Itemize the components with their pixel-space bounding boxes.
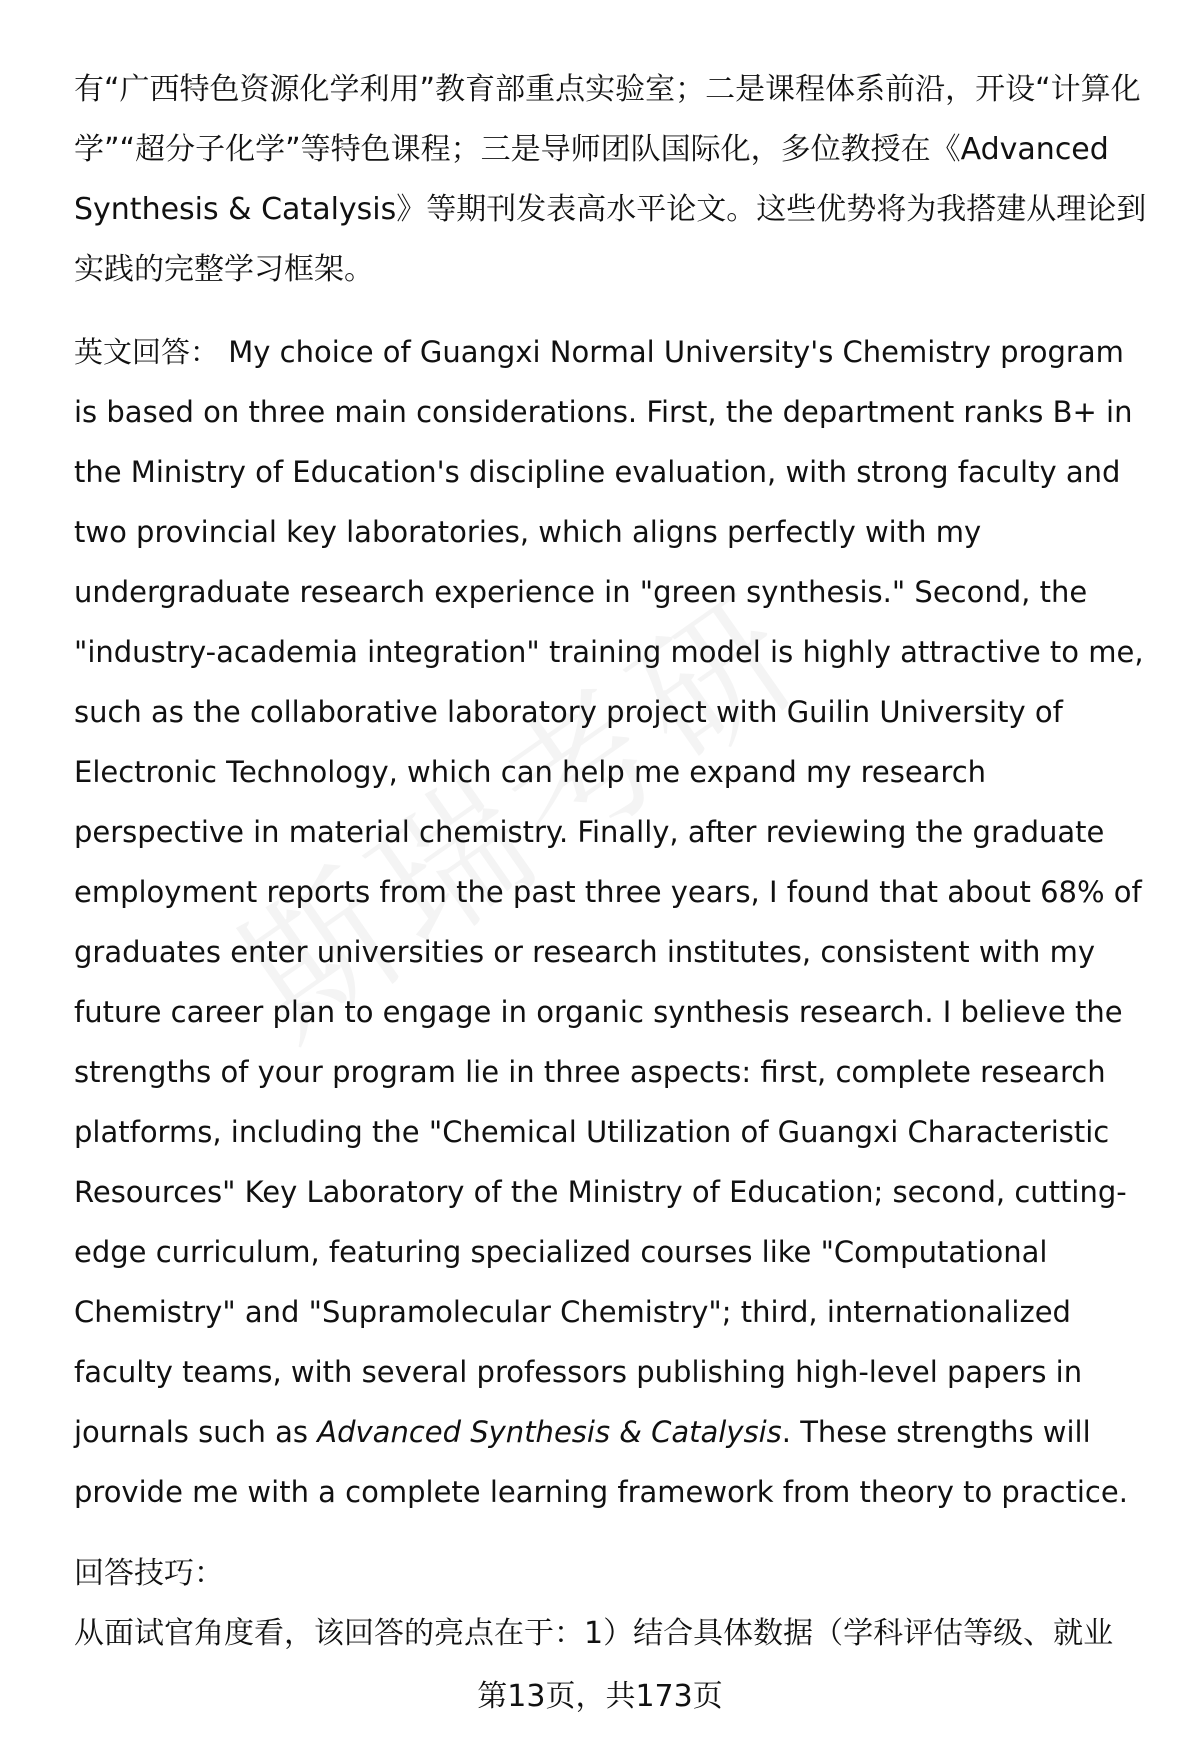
page-footer: 第13页，共173页: [477, 1679, 723, 1714]
document-page: [74, 60, 1154, 1664]
tips-heading: 回答技巧：: [74, 1556, 224, 1591]
journal-title: Advanced Synthesis & Catalysis: [317, 1415, 782, 1449]
english-answer-paragraph: [74, 322, 1154, 1522]
english-answer-tail: . These strengths will provide me with a complete learning framework from theory to practice.: [74, 1415, 1128, 1509]
english-answer-label: 英文回答：: [74, 335, 220, 369]
chinese-paragraph: 有“广西特色资源化学利用”教育部重点实验室；二是课程体系前沿，开设“计算化学”“超分子化学”等特色课程；三是导师团队国际化，多位教授在《Advanced Synthesis & Catalysis》等期刊发表高水平论文。这些优势将为我搭建从理论到实践的完整学习框架。: [74, 72, 1147, 287]
tips-text: 从面试官角度看，该回答的亮点在于：1）结合具体数据（学科评估等级、就业: [74, 1616, 1114, 1651]
english-answer-body: My choice of Guangxi Normal University's Chemistry program is based on three main considerations. First, the department ranks B+ in the Ministry of Education's discipline evaluation, with strong faculty and two provincial key laboratories, which aligns perfectly with my undergraduate research experience in "green synthesis." Second, the "industry-academia integration" training model is highly attractive to me, such as the collaborative laboratory project with Guilin University of Electronic Technology, which can help me expand my research perspective in material chemistry. Finally, after reviewing the graduate employment reports from the past three years, I found that about 68% of graduates enter universities or research institutes, consistent with my future career plan to engage in organic synthesis research. I believe the strengths of your program lie in three aspects: first, complete research platforms, including the "Chemical Utilization of Guangxi Characteristic Resources" Key Laboratory of the Ministry of Education; second, cutting-edge curriculum, featuring specialized courses like "Computational Chemistry" and "Supramolecular Chemistry"; third, internationalized faculty teams, with several professors publishing high-level papers in journals such as: [74, 335, 1144, 1449]
